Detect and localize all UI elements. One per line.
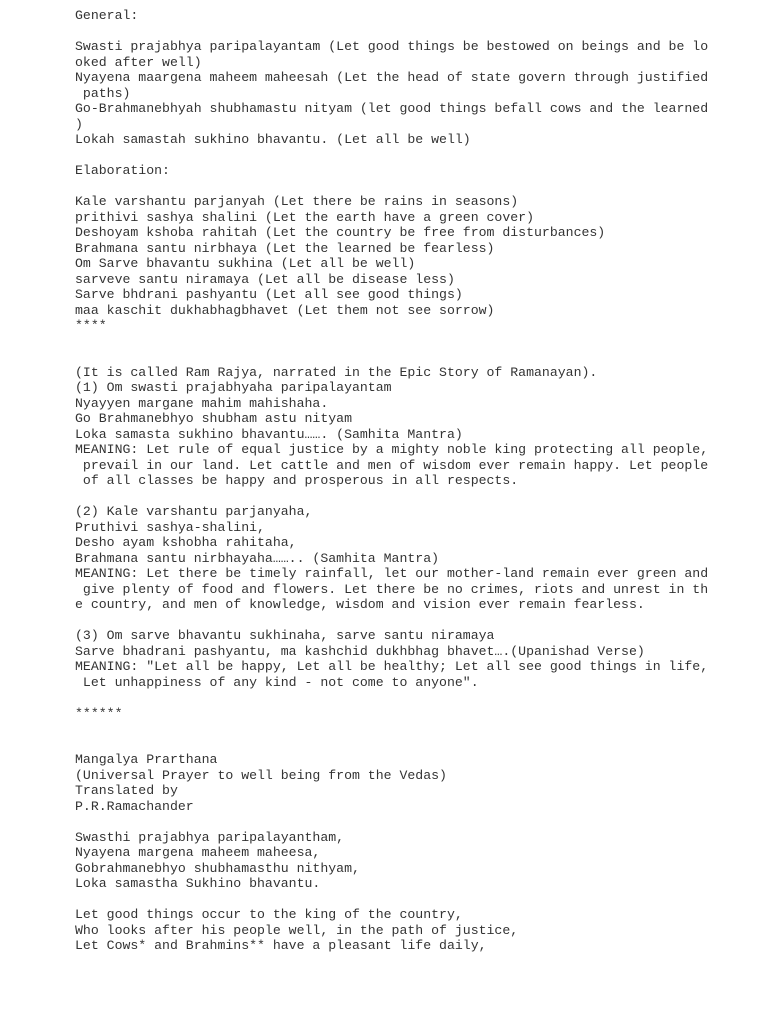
text-line: Sarve bhdrani pashyantu (Let all see good things) [75,287,463,302]
text-line: Lokah samastah sukhino bhavantu. (Let all be well) [75,132,471,147]
text-line: Pruthivi sashya-shalini, [75,519,265,535]
text-line [75,613,765,629]
text-line: of all classes be happy and prosperous in all respects. [75,473,519,488]
text-line: Mangalya Prarthana [75,752,218,767]
text-line: give plenty of food and flowers. Let there be no crimes, riots and unrest in th [75,581,709,597]
text-line [75,690,765,706]
text-line: Desho ayam kshobha rahitaha, [75,535,297,550]
text-line: prevail in our land. Let cattle and men of wisdom ever remain happy. Let people [75,457,709,473]
text-line [75,721,765,737]
text-line: ) [75,116,83,132]
text-line: sarveve santu niramaya (Let all be disease less) [75,271,455,287]
text-line: MEANING: Let there be timely rainfall, let our mother-land remain ever green and [75,566,709,581]
text-line: MEANING: Let rule of equal justice by a mighty noble king protecting all people, [75,442,709,457]
text-line: **** [75,318,107,333]
text-line: oked after well) [75,54,202,70]
text-line: Go Brahmanebhyo shubham astu nityam [75,411,352,426]
text-line: Go-Brahmanebhyah shubhamastu nityam (let good things befall cows and the learned [75,101,709,116]
text-line: Deshoyam kshoba rahitah (Let the country be free from disturbances) [75,225,606,240]
text-line: Let good things occur to the king of the country, [75,907,463,922]
text-line: (2) Kale varshantu parjanyaha, [75,504,313,519]
text-line: Swasthi prajabhya paripalayantham, [75,829,345,845]
text-line [75,148,765,164]
text-line: e country, and men of knowledge, wisdom and vision ever remain fearless. [75,597,645,612]
text-line: (3) Om sarve bhavantu sukhinaha, sarve santu niramaya [75,628,495,643]
text-line: Swasti prajabhya paripalayantam (Let good things be bestowed on beings and be lo [75,39,709,54]
text-line: Let unhappiness of any kind - not come to anyone". [75,674,479,690]
text-line [75,24,765,40]
text-line: Gobrahmanebhyo shubhamasthu nithyam, [75,860,360,876]
text-line: Nyayena maargena maheem maheesah (Let the head of state govern through justified [75,70,709,85]
text-line: Loka samasta sukhino bhavantu……. (Samhita Mantra) [75,426,463,442]
text-line: Nyayyen margane mahim mahishaha. [75,395,329,411]
text-line: ****** [75,705,123,721]
document-text [75,8,765,954]
text-line [75,489,765,505]
text-line: Elaboration: [75,163,170,178]
text-line: Brahmana santu nirbhaya (Let the learned be fearless) [75,240,495,256]
text-line: P.R.Ramachander [75,798,194,814]
text-line [75,737,765,753]
text-line: Translated by [75,783,178,798]
text-line [75,334,765,350]
text-line: (1) Om swasti prajabhyaha paripalayantam [75,380,392,395]
text-line: Let Cows* and Brahmins** have a pleasant life daily, [75,938,487,953]
text-line [75,814,765,830]
text-line: (It is called Ram Rajya, narrated in the Epic Story of Ramanayan). [75,364,598,380]
text-line: Sarve bhadrani pashyantu, ma kashchid dukhbhag bhavet….(Upanishad Verse) [75,643,645,659]
text-line [75,892,765,908]
text-line: paths) [75,85,131,101]
text-line: Kale varshantu parjanyah (Let there be rains in seasons) [75,194,519,209]
text-line [75,179,765,195]
text-line: General: [75,8,139,23]
text-line [75,349,765,365]
text-line: prithivi sashya shalini (Let the earth have a green cover) [75,209,534,225]
text-line: MEANING: "Let all be happy, Let all be healthy; Let all see good things in life, [75,659,709,674]
text-line: (Universal Prayer to well being from the Vedas) [75,767,447,783]
text-line: maa kaschit dukhabhagbhavet (Let them not see sorrow) [75,302,495,318]
text-line: Loka samastha Sukhino bhavantu. [75,876,321,891]
text-line: Who looks after his people well, in the path of justice, [75,922,519,938]
text-line: Brahmana santu nirbhayaha…….. (Samhita Mantra) [75,550,440,566]
text-line: Om Sarve bhavantu sukhina (Let all be well) [75,256,416,271]
text-line: Nyayena margena maheem maheesa, [75,845,321,860]
